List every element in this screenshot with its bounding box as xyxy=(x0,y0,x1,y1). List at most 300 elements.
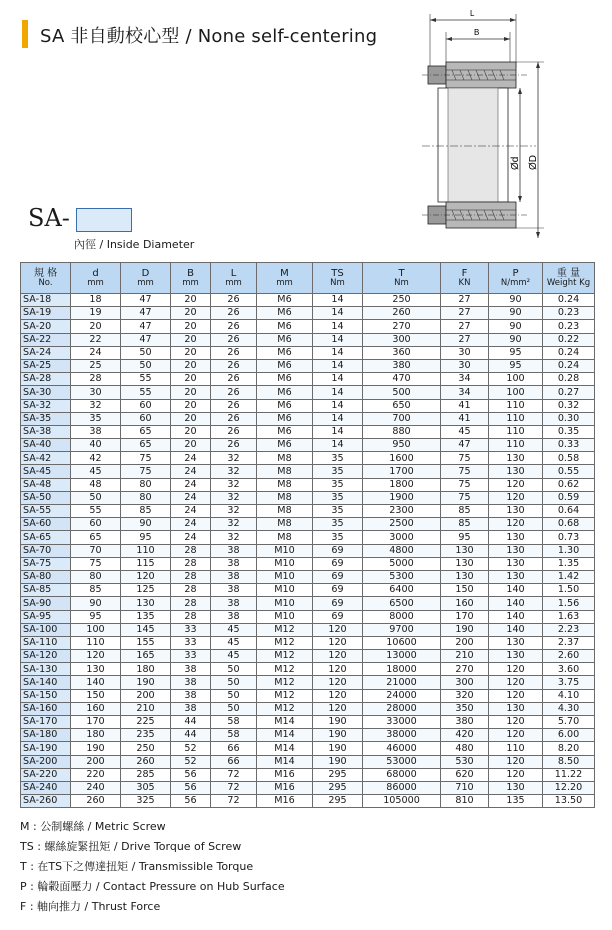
table-cell: 130 xyxy=(489,781,543,794)
table-row xyxy=(21,333,595,346)
table-cell: 120 xyxy=(313,689,363,702)
column-header-label: D xyxy=(141,267,150,279)
table-cell: 72 xyxy=(211,768,257,781)
table-row xyxy=(21,320,595,333)
table-cell: 65 xyxy=(121,425,171,438)
column-header xyxy=(441,263,489,294)
table-cell: 26 xyxy=(211,439,257,452)
legend-item: F : 軸向推力 / Thrust Force xyxy=(20,900,161,913)
table-cell: 250 xyxy=(363,294,441,307)
table-cell: 0.22 xyxy=(543,333,595,346)
table-cell: 120 xyxy=(313,650,363,663)
table-cell: 32 xyxy=(211,452,257,465)
table-cell: 90 xyxy=(489,333,543,346)
model-number-cell: SA-75 xyxy=(21,557,71,570)
table-cell: 60 xyxy=(121,412,171,425)
column-header-label: M xyxy=(280,267,289,279)
table-cell: 90 xyxy=(489,294,543,307)
table-cell: 38 xyxy=(171,702,211,715)
table-cell: 38 xyxy=(211,544,257,557)
table-cell: 530 xyxy=(441,755,489,768)
table-cell: 27 xyxy=(441,307,489,320)
table-cell: 19 xyxy=(71,307,121,320)
column-header-label: 規 格 xyxy=(33,267,58,279)
table-cell: M10 xyxy=(257,597,313,610)
table-cell: 26 xyxy=(211,294,257,307)
table-cell: 295 xyxy=(313,781,363,794)
legend-item: TS : 螺絲旋緊扭矩 / Drive Torque of Screw xyxy=(20,840,242,853)
table-cell: 120 xyxy=(489,663,543,676)
column-header xyxy=(171,263,211,294)
column-header-unit: Nm xyxy=(394,277,409,288)
table-cell: 56 xyxy=(171,768,211,781)
table-cell: 28 xyxy=(171,570,211,583)
model-number-cell: SA-25 xyxy=(21,359,71,372)
table-cell: 5300 xyxy=(363,570,441,583)
table-cell: 125 xyxy=(121,584,171,597)
table-row xyxy=(21,781,595,794)
table-cell: 950 xyxy=(363,439,441,452)
table-row xyxy=(21,689,595,702)
table-row xyxy=(21,531,595,544)
inside-diameter-input[interactable] xyxy=(76,208,132,232)
table-cell: 11.22 xyxy=(543,768,595,781)
table-cell: 35 xyxy=(313,518,363,531)
table-row xyxy=(21,505,595,518)
table-cell: 28 xyxy=(71,373,121,386)
table-cell: 66 xyxy=(211,742,257,755)
model-number-cell: SA-22 xyxy=(21,333,71,346)
table-cell: 20 xyxy=(171,346,211,359)
model-number-cell: SA-65 xyxy=(21,531,71,544)
table-cell: 8.20 xyxy=(543,742,595,755)
table-cell: 95 xyxy=(441,531,489,544)
table-row xyxy=(21,386,595,399)
table-cell: M10 xyxy=(257,544,313,557)
table-cell: 130 xyxy=(71,663,121,676)
inside-diameter-caption: 內徑 / Inside Diameter xyxy=(74,238,195,251)
table-row xyxy=(21,584,595,597)
table-cell: 28 xyxy=(171,557,211,570)
table-cell: 85 xyxy=(71,584,121,597)
table-cell: 220 xyxy=(71,768,121,781)
table-cell: 200 xyxy=(71,755,121,768)
table-cell: 1.50 xyxy=(543,584,595,597)
table-cell: 14 xyxy=(313,412,363,425)
column-header-label: T xyxy=(398,267,405,279)
table-row xyxy=(21,439,595,452)
table-cell: 55 xyxy=(71,505,121,518)
table-cell: 350 xyxy=(441,702,489,715)
column-header-unit: Nm xyxy=(330,277,345,288)
table-row xyxy=(21,610,595,623)
table-cell: 25 xyxy=(71,359,121,372)
table-cell: 90 xyxy=(489,320,543,333)
table-row xyxy=(21,491,595,504)
table-cell: 0.27 xyxy=(543,386,595,399)
table-cell: 56 xyxy=(171,781,211,794)
table-cell: 710 xyxy=(441,781,489,794)
table-cell: 32 xyxy=(211,478,257,491)
table-cell: 105000 xyxy=(363,795,441,808)
column-header-unit: mm xyxy=(87,277,104,288)
table-cell: 46000 xyxy=(363,742,441,755)
model-number-cell: SA-160 xyxy=(21,702,71,715)
table-cell: 135 xyxy=(489,795,543,808)
column-header-unit: mm xyxy=(225,277,242,288)
table-cell: 120 xyxy=(313,663,363,676)
table-cell: 24 xyxy=(171,531,211,544)
table-cell: 32 xyxy=(211,518,257,531)
table-cell: 28 xyxy=(171,544,211,557)
table-row xyxy=(21,663,595,676)
table-cell: 130 xyxy=(489,557,543,570)
table-cell: 38 xyxy=(71,425,121,438)
table-cell: M12 xyxy=(257,636,313,649)
table-cell: 200 xyxy=(441,636,489,649)
column-header-label: 重 量 xyxy=(556,267,581,279)
table-cell: 95 xyxy=(121,531,171,544)
table-cell: M12 xyxy=(257,663,313,676)
table-cell: 69 xyxy=(313,544,363,557)
table-cell: 24 xyxy=(171,518,211,531)
table-cell: 21000 xyxy=(363,676,441,689)
table-cell: 130 xyxy=(489,544,543,557)
table-cell: 85 xyxy=(441,518,489,531)
table-cell: 27 xyxy=(441,320,489,333)
table-cell: 56 xyxy=(171,795,211,808)
table-cell: 14 xyxy=(313,439,363,452)
table-cell: 190 xyxy=(313,755,363,768)
table-cell: 69 xyxy=(313,610,363,623)
column-header-unit: N/mm² xyxy=(500,277,531,288)
table-cell: 2.37 xyxy=(543,636,595,649)
table-cell: 120 xyxy=(489,755,543,768)
table-cell: 44 xyxy=(171,716,211,729)
table-cell: 20 xyxy=(171,307,211,320)
table-cell: 8.50 xyxy=(543,755,595,768)
table-cell: 38 xyxy=(171,676,211,689)
table-cell: 380 xyxy=(363,359,441,372)
table-cell: M14 xyxy=(257,742,313,755)
model-number-cell: SA-120 xyxy=(21,650,71,663)
table-cell: M6 xyxy=(257,307,313,320)
table-cell: 150 xyxy=(441,584,489,597)
table-cell: 20 xyxy=(171,333,211,346)
table-cell: 140 xyxy=(489,623,543,636)
table-cell: 325 xyxy=(121,795,171,808)
table-cell: 26 xyxy=(211,399,257,412)
model-number-cell: SA-35 xyxy=(21,412,71,425)
table-cell: 35 xyxy=(313,491,363,504)
table-cell: 1900 xyxy=(363,491,441,504)
table-cell: 120 xyxy=(313,702,363,715)
table-cell: 0.55 xyxy=(543,465,595,478)
table-cell: M6 xyxy=(257,373,313,386)
table-cell: 24 xyxy=(171,491,211,504)
model-number-cell: SA-30 xyxy=(21,386,71,399)
model-number-cell: SA-20 xyxy=(21,320,71,333)
table-cell: 38 xyxy=(211,570,257,583)
table-cell: 32 xyxy=(211,505,257,518)
table-cell: 14 xyxy=(313,425,363,438)
table-cell: 285 xyxy=(121,768,171,781)
table-cell: 270 xyxy=(363,320,441,333)
column-header-unit: No. xyxy=(38,277,53,288)
table-cell: 420 xyxy=(441,729,489,742)
table-cell: 32 xyxy=(211,491,257,504)
table-cell: 14 xyxy=(313,359,363,372)
table-cell: 95 xyxy=(489,346,543,359)
table-cell: 250 xyxy=(121,742,171,755)
table-cell: M12 xyxy=(257,689,313,702)
table-cell: 0.58 xyxy=(543,452,595,465)
table-cell: 300 xyxy=(441,676,489,689)
table-cell: 85 xyxy=(441,505,489,518)
table-cell: 14 xyxy=(313,320,363,333)
table-cell: 235 xyxy=(121,729,171,742)
table-cell: 75 xyxy=(441,452,489,465)
table-cell: M10 xyxy=(257,570,313,583)
model-number-cell: SA-70 xyxy=(21,544,71,557)
table-cell: M6 xyxy=(257,425,313,438)
table-cell: 14 xyxy=(313,294,363,307)
column-header xyxy=(71,263,121,294)
table-cell: 50 xyxy=(211,663,257,676)
table-cell: 130 xyxy=(489,505,543,518)
column-header-unit: KN xyxy=(458,277,471,288)
column-header-label: B xyxy=(187,267,194,279)
table-cell: 4.30 xyxy=(543,702,595,715)
table-cell: 55 xyxy=(121,386,171,399)
table-cell: 50 xyxy=(211,689,257,702)
table-row xyxy=(21,373,595,386)
table-cell: 810 xyxy=(441,795,489,808)
table-cell: M8 xyxy=(257,531,313,544)
table-cell: 33000 xyxy=(363,716,441,729)
table-cell: 14 xyxy=(313,373,363,386)
table-cell: M14 xyxy=(257,729,313,742)
table-cell: 80 xyxy=(121,491,171,504)
table-cell: 1600 xyxy=(363,452,441,465)
table-cell: 42 xyxy=(71,452,121,465)
model-number-cell: SA-60 xyxy=(21,518,71,531)
table-cell: 0.23 xyxy=(543,307,595,320)
table-cell: 47 xyxy=(121,294,171,307)
table-cell: 190 xyxy=(71,742,121,755)
table-cell: 70 xyxy=(71,544,121,557)
table-cell: 35 xyxy=(71,412,121,425)
table-cell: M8 xyxy=(257,452,313,465)
table-cell: 210 xyxy=(441,650,489,663)
table-row xyxy=(21,742,595,755)
table-cell: 480 xyxy=(441,742,489,755)
specification-table xyxy=(20,262,595,808)
table-cell: 9700 xyxy=(363,623,441,636)
table-cell: 295 xyxy=(313,795,363,808)
table-cell: 300 xyxy=(363,333,441,346)
table-cell: 0.68 xyxy=(543,518,595,531)
table-cell: 52 xyxy=(171,755,211,768)
table-cell: 5000 xyxy=(363,557,441,570)
table-row xyxy=(21,755,595,768)
table-cell: 2.60 xyxy=(543,650,595,663)
legend-item: T : 在TS下之傳達扭矩 / Transmissible Torque xyxy=(20,860,254,873)
table-cell: 24 xyxy=(171,478,211,491)
model-number-cell: SA-80 xyxy=(21,570,71,583)
column-header-label: F xyxy=(461,267,468,279)
table-cell: M12 xyxy=(257,702,313,715)
table-cell: 650 xyxy=(363,399,441,412)
table-cell: 0.33 xyxy=(543,439,595,452)
table-cell: 50 xyxy=(121,346,171,359)
table-cell: 130 xyxy=(489,636,543,649)
table-cell: 47 xyxy=(121,320,171,333)
table-cell: 110 xyxy=(489,742,543,755)
table-cell: 26 xyxy=(211,307,257,320)
table-cell: 135 xyxy=(121,610,171,623)
table-cell: 38 xyxy=(211,557,257,570)
table-cell: 320 xyxy=(441,689,489,702)
column-header xyxy=(21,263,71,294)
table-cell: M10 xyxy=(257,557,313,570)
table-cell: 38 xyxy=(211,597,257,610)
table-cell: 1.56 xyxy=(543,597,595,610)
table-cell: 95 xyxy=(71,610,121,623)
table-cell: 0.32 xyxy=(543,399,595,412)
table-cell: 86000 xyxy=(363,781,441,794)
table-cell: 380 xyxy=(441,716,489,729)
table-row xyxy=(21,597,595,610)
model-prefix: SA- xyxy=(28,204,70,232)
table-cell: 150 xyxy=(71,689,121,702)
table-cell: 90 xyxy=(71,597,121,610)
table-cell: 120 xyxy=(489,768,543,781)
table-row xyxy=(21,478,595,491)
table-cell: 180 xyxy=(71,729,121,742)
table-cell: 120 xyxy=(489,518,543,531)
table-cell: 0.59 xyxy=(543,491,595,504)
table-cell: 20 xyxy=(171,294,211,307)
table-cell: 65 xyxy=(121,439,171,452)
table-cell: 14 xyxy=(313,386,363,399)
table-cell: 0.30 xyxy=(543,412,595,425)
table-cell: 50 xyxy=(211,702,257,715)
table-cell: 190 xyxy=(313,716,363,729)
table-cell: 44 xyxy=(171,729,211,742)
table-cell: 20 xyxy=(171,412,211,425)
table-cell: 165 xyxy=(121,650,171,663)
table-cell: 4.10 xyxy=(543,689,595,702)
table-cell: 45 xyxy=(211,636,257,649)
table-cell: 52 xyxy=(171,742,211,755)
table-cell: 28 xyxy=(171,597,211,610)
table-cell: 47 xyxy=(441,439,489,452)
table-cell: 20 xyxy=(171,373,211,386)
table-cell: 69 xyxy=(313,584,363,597)
table-row xyxy=(21,307,595,320)
table-cell: 190 xyxy=(313,742,363,755)
table-cell: 14 xyxy=(313,399,363,412)
table-cell: 120 xyxy=(489,478,543,491)
table-cell: 110 xyxy=(489,425,543,438)
table-cell: 190 xyxy=(441,623,489,636)
table-cell: 210 xyxy=(121,702,171,715)
table-cell: 100 xyxy=(489,373,543,386)
table-cell: 26 xyxy=(211,333,257,346)
table-cell: 1.42 xyxy=(543,570,595,583)
table-cell: 69 xyxy=(313,557,363,570)
column-header xyxy=(543,263,595,294)
table-cell: M8 xyxy=(257,518,313,531)
table-cell: 32 xyxy=(211,531,257,544)
table-cell: M6 xyxy=(257,294,313,307)
table-cell: 58 xyxy=(211,729,257,742)
table-cell: 47 xyxy=(121,307,171,320)
table-cell: 700 xyxy=(363,412,441,425)
table-cell: 240 xyxy=(71,781,121,794)
table-cell: 360 xyxy=(363,346,441,359)
table-cell: 66 xyxy=(211,755,257,768)
table-cell: 14 xyxy=(313,346,363,359)
abbreviation-legend xyxy=(20,817,285,917)
table-cell: 130 xyxy=(489,531,543,544)
table-cell: 620 xyxy=(441,768,489,781)
table-cell: 45 xyxy=(211,623,257,636)
table-cell: 110 xyxy=(71,636,121,649)
table-cell: 0.64 xyxy=(543,505,595,518)
table-cell: 80 xyxy=(71,570,121,583)
table-cell: 130 xyxy=(489,702,543,715)
table-cell: 8000 xyxy=(363,610,441,623)
header-row xyxy=(21,263,595,294)
table-cell: 34 xyxy=(441,386,489,399)
table-cell: M10 xyxy=(257,610,313,623)
table-cell: 0.35 xyxy=(543,425,595,438)
model-number-cell: SA-220 xyxy=(21,768,71,781)
table-cell: 55 xyxy=(121,373,171,386)
model-number-cell: SA-200 xyxy=(21,755,71,768)
dim-d-label: Ød xyxy=(510,156,521,170)
table-cell: 180 xyxy=(121,663,171,676)
table-cell: 1700 xyxy=(363,465,441,478)
table-row xyxy=(21,768,595,781)
table-row xyxy=(21,518,595,531)
table-cell: 28 xyxy=(171,610,211,623)
table-cell: 115 xyxy=(121,557,171,570)
model-number-cell: SA-45 xyxy=(21,465,71,478)
table-cell: 69 xyxy=(313,597,363,610)
table-cell: 28000 xyxy=(363,702,441,715)
table-cell: 260 xyxy=(71,795,121,808)
table-cell: M6 xyxy=(257,333,313,346)
table-cell: 26 xyxy=(211,386,257,399)
table-row xyxy=(21,452,595,465)
table-cell: M6 xyxy=(257,399,313,412)
table-row xyxy=(21,557,595,570)
column-header-unit: mm xyxy=(137,277,154,288)
table-cell: 170 xyxy=(441,610,489,623)
table-cell: M10 xyxy=(257,584,313,597)
column-header xyxy=(313,263,363,294)
table-cell: 22 xyxy=(71,333,121,346)
table-cell: 100 xyxy=(489,386,543,399)
table-cell: 24 xyxy=(171,505,211,518)
table-cell: 30 xyxy=(441,346,489,359)
table-cell: M14 xyxy=(257,755,313,768)
table-cell: 140 xyxy=(489,597,543,610)
table-cell: 2300 xyxy=(363,505,441,518)
